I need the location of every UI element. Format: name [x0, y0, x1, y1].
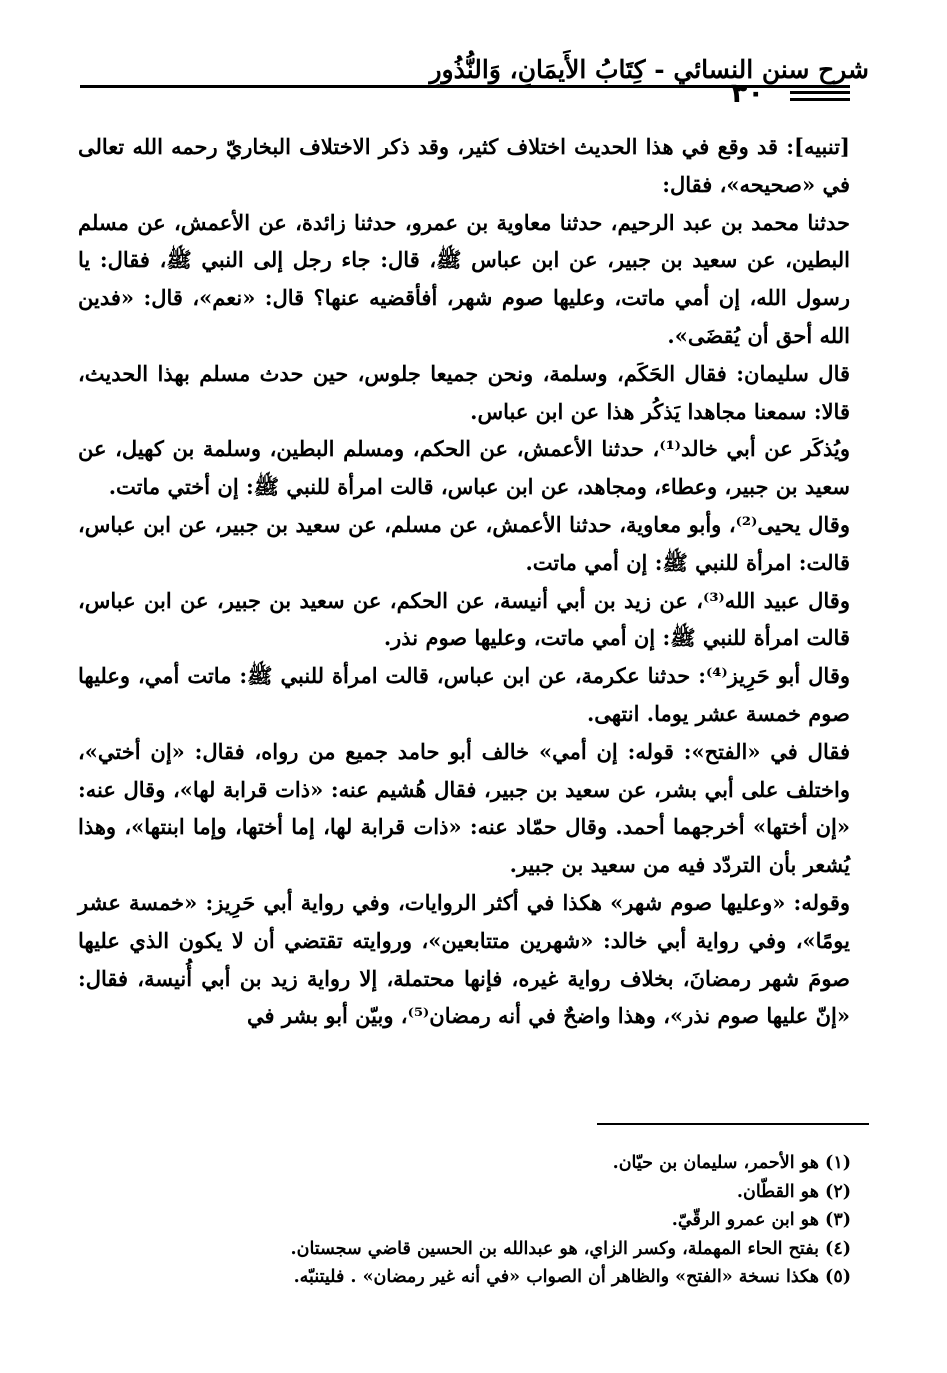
footnotes	[91, 1149, 851, 1292]
paragraph: وقال يحيى⁽²⁾، وأبو معاوية، حدثنا الأعمش، عن مسلم، عن سعيد بن جبير، عن ابن عباس، قالت: امرأة للنبي ﷺ: إن أمي ماتت.	[78, 511, 850, 575]
page-number: ٣٠	[731, 78, 764, 109]
paragraph: فقال في «الفتح»: قوله: إن أمي» خالف أبو حامد جميع من رواه، فقال: «إن أختي»، واختلف على أبي بشر، عن سعيد بن جبير، فقال هُشيم عنه: «ذات قرابة لها»، وقال عنه: «إن أختها» أخرجهما أحمد. وقال حمّاد عنه: «ذات قرابة لها، إما أختها، وإما ابنتها»، وهذا يُشعر بأن التردّد فيه من سعيد بن جبير.	[78, 738, 850, 878]
main-text	[78, 128, 850, 1035]
page-number-rule-bottom	[790, 98, 850, 101]
paragraph: وقال عبيد الله⁽³⁾، عن زيد بن أبي أنيسة، عن الحكم، عن سعيد بن جبير، عن ابن عباس، قالت امرأة للنبي ﷺ: إن أمي ماتت، وعليها صوم نذر.	[78, 587, 850, 651]
paragraph: ويُذكَر عن أبي خالد⁽¹⁾، حدثنا الأعمش، عن الحكم، ومسلم البطين، وسلمة بن كهيل، عن سعيد بن جبير، وعطاء، ومجاهد، عن ابن عباس، قالت امرأة للنبي ﷺ: إن أختي ماتت.	[78, 436, 851, 500]
footnote-separator	[597, 1123, 869, 1125]
footnote: (٣) هو ابن عمرو الرقّيّ.	[671, 1210, 851, 1230]
paragraph: حدثنا محمد بن عبد الرحيم، حدثنا معاوية بن عمرو، حدثنا زائدة، عن الأعمش، عن مسلم البطين، عن سعيد بن جبير، عن ابن عباس ﷺ، قال: جاء رجل إلى النبي ﷺ، فقال: يا رسول الله، إن أمي ماتت، وعليها صوم شهر، أفأقضيه عنها؟ قال: «نعم»، قال: «فدين الله أحق أن يُقضَى».	[78, 209, 850, 348]
running-title: شرح سنن النسائي - كِتَابُ الأَيمَانِ، وَالنُّذُورِ	[429, 55, 869, 84]
paragraph: [تنبيه]: قد وقع في هذا الحديث اختلاف كثير، وقد ذكر الاختلاف البخاريّ رحمه الله تعالى في «صحيحه»، فقال:	[78, 134, 850, 197]
paragraph: وقوله: «وعليها صوم شهر» هكذا في أكثر الروايات، وفي رواية أبي حَرِيز: «خمسة عشر يومًا»، وفي رواية أبي خالد: «شهرين متتابعين»، وروايته تقتضي أن لا يكون الذي عليها صومَ شهر رمضانَ، بخلاف رواية غيره، فإنها محتملة، إلا رواية زيد بن أبي أُنيسة، فقال: «إنّ عليها صوم نذر»، وهذا واضحٌ في أنه رمضان⁽⁵⁾، وبيّن أبو بشر في	[78, 889, 850, 1029]
footnote: (٥) هكذا نسخة «الفتح» والظاهر أن الصواب «في أنه غير رمضان» . فليتنبّه.	[293, 1267, 851, 1287]
page-number-rule-top	[790, 91, 850, 94]
paragraph: قال سليمان: فقال الحَكَم، وسلمة، ونحن جميعا جلوس، حين حدث مسلم بهذا الحديث، قالا: سمعنا مجاهدا يَذكُر هذا عن ابن عباس.	[78, 360, 850, 424]
footnote: (١) هو الأحمر، سليمان بن حيّان.	[612, 1153, 851, 1173]
paragraph: وقال أبو حَرِيز⁽⁴⁾: حدثنا عكرمة، عن ابن عباس، قالت امرأة للنبي ﷺ: ماتت أمي، وعليها صوم خمسة عشر يوما. انتهى.	[78, 663, 850, 726]
footnote: (٢) هو القطّان.	[736, 1181, 851, 1202]
footnote: (٤) بفتح الحاء المهملة، وكسر الزاي، هو عبدالله بن الحسين قاضي سجستان.	[290, 1238, 851, 1259]
